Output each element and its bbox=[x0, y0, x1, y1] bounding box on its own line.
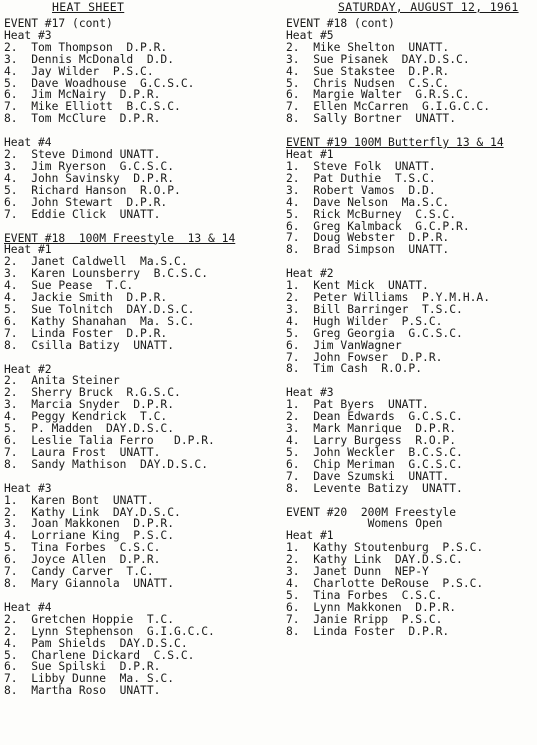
left-column bbox=[4, 18, 272, 697]
swimmer-entry: 3. Jim Ryerson G.C.S.C. bbox=[4, 159, 175, 173]
heat-label: Heat #1 bbox=[286, 529, 334, 543]
swimmer-entry: 7. Doug Webster D.P.R. bbox=[286, 231, 450, 245]
swimmer-entry: 8. Tim Cash R.O.P. bbox=[286, 362, 423, 376]
swimmer-entry: 3. Bill Barringer T.S.C. bbox=[286, 302, 463, 316]
swimmer-entry: 7. John Fowser D.P.R. bbox=[286, 350, 443, 364]
swimmer-entry: 3. Robert Vamos D.D. bbox=[286, 183, 436, 197]
event-title: EVENT #19 100M Butterfly 13 & 14 bbox=[286, 136, 504, 150]
swimmer-entry: 8. Linda Foster D.P.R. bbox=[286, 624, 450, 638]
swimmer-entry: 4. Lorriane King P.S.C. bbox=[4, 529, 175, 543]
swimmer-entry: 5. John Weckler B.C.S.C. bbox=[286, 445, 463, 459]
swimmer-entry: 6. Joyce Allen D.P.R. bbox=[4, 553, 161, 567]
swimmer-entry: 4. Jay Wilder P.S.C. bbox=[4, 64, 154, 78]
spacer bbox=[4, 352, 272, 364]
spacer bbox=[4, 221, 272, 233]
swimmer-entry: 6. John Stewart D.P.R. bbox=[4, 195, 168, 209]
event-title: EVENT #20 200M Freestyle Womens Open bbox=[286, 505, 457, 531]
swimmer-entry: 8. Csilla Batizy UNATT. bbox=[4, 338, 175, 352]
heat-block bbox=[286, 149, 536, 256]
heat-label: Heat #4 bbox=[4, 600, 52, 614]
event-block bbox=[4, 233, 272, 698]
swimmer-entry: 6. Lynn Makkonen D.P.R. bbox=[286, 600, 457, 614]
swimmer-entry: 7. Ellen McCarren G.I.G.C.C. bbox=[286, 100, 491, 114]
swimmer-entry: 4. Charlotte DeRouse P.S.C. bbox=[286, 576, 484, 590]
swimmer-entry: 6. Leslie Talia Ferro D.P.R. bbox=[4, 434, 215, 447]
swimmer-entry: 3. Dennis McDonald D.D. bbox=[4, 52, 175, 66]
heat-label: Heat #2 bbox=[4, 362, 52, 376]
swimmer-entry: 2. Steve Dimond UNATT. bbox=[4, 148, 161, 162]
swimmer-entry: 1. Kathy Stoutenburg P.S.C. bbox=[286, 541, 484, 555]
swimmer-entry: 2. Janet Caldwell Ma.S.C. bbox=[4, 255, 188, 269]
swimmer-entry: 2. Dean Edwards G.C.S.C. bbox=[286, 410, 463, 424]
swimmer-entry: 7. Linda Foster D.P.R. bbox=[4, 326, 168, 340]
swimmer-entry: 6. Sue Spilski D.P.R. bbox=[4, 660, 161, 674]
swimmer-entry: 7. Eddie Click UNATT. bbox=[4, 207, 161, 221]
swimmer-entry: 3. Janet Dunn NEP-Y bbox=[286, 565, 429, 579]
swimmer-entry: 6. Kathy Shanahan Ma. S.C. bbox=[4, 314, 195, 328]
swimmer-entry: 2. Lynn Stephenson G.I.G.C.C. bbox=[4, 624, 215, 638]
swimmer-entry: 8. Mary Giannola UNATT. bbox=[4, 576, 175, 590]
heat-label: Heat #1 bbox=[4, 243, 52, 257]
swimmer-entry: 6. Greg Kalmback G.C.P.R. bbox=[286, 219, 470, 233]
swimmer-entry: 1. Kent Mick UNATT. bbox=[286, 279, 429, 293]
swimmer-entry: 2. Gretchen Hoppie T.C. bbox=[4, 612, 175, 626]
right-column bbox=[286, 18, 536, 638]
swimmer-entry: 2. Kathy Link DAY.D.S.C. bbox=[286, 553, 463, 567]
event-title: EVENT #17 (cont) bbox=[4, 17, 113, 30]
event-title: EVENT #18 100M Freestyle 13 & 14 bbox=[4, 231, 236, 245]
swimmer-entry: 3. Karen Lounsberry B.C.S.C. bbox=[4, 267, 209, 281]
swimmer-entry: 8. Sally Bortner UNATT. bbox=[286, 112, 457, 126]
swimmer-entry: 7. Mike Elliott B.C.S.C. bbox=[4, 100, 181, 114]
swimmer-entry: 5. P. Madden DAY.D.S.C. bbox=[4, 422, 175, 436]
heat-block bbox=[4, 364, 272, 471]
heat-label: Heat #2 bbox=[286, 267, 334, 281]
swimmer-entry: 5. Sue Tolnitch DAY.D.S.C. bbox=[4, 302, 195, 316]
swimmer-entry: 4. Sue Pease T.C. bbox=[4, 279, 134, 293]
event-block bbox=[286, 18, 536, 125]
heat-block bbox=[286, 530, 536, 637]
swimmer-entry: 6. Jim VanWagner bbox=[286, 338, 402, 352]
swimmer-entry: 8. Brad Simpson UNATT. bbox=[286, 243, 450, 257]
swimmer-entry: 4. Jackie Smith D.P.R. bbox=[4, 291, 168, 305]
heat-label: Heat #5 bbox=[286, 28, 334, 42]
swimmer-entry: 6. Jim McNairy D.P.R. bbox=[4, 88, 161, 102]
swimmer-entry: 4. Hugh Wilder P.S.C. bbox=[286, 314, 443, 328]
swimmer-entry: 4. Sue Stakstee D.P.R. bbox=[286, 64, 450, 78]
swimmer-entry: 5. Tina Forbes C.S.C. bbox=[4, 541, 161, 555]
swimmer-entry: 4. Dave Nelson Ma.S.C. bbox=[286, 195, 450, 209]
swimmer-entry: 1. Karen Bont UNATT. bbox=[4, 493, 154, 507]
heat-label: Heat #1 bbox=[286, 148, 334, 162]
swimmer-entry: 8. Levente Batizy UNATT. bbox=[286, 481, 463, 495]
swimmer-entry: 1. Pat Byers UNATT. bbox=[286, 398, 429, 412]
event-block bbox=[286, 507, 536, 638]
spacer bbox=[4, 471, 272, 483]
swimmer-entry: 7. Dave Szumski UNATT. bbox=[286, 469, 450, 483]
heat-label: Heat #3 bbox=[4, 28, 52, 42]
swimmer-entry: 7. Libby Dunne Ma. S.C. bbox=[4, 672, 175, 686]
swimmer-entry: 2. Anita Steiner bbox=[4, 374, 120, 388]
heat-label: Heat #3 bbox=[286, 386, 334, 400]
swimmer-entry: 3. Marcia Snyder D.P.R. bbox=[4, 398, 175, 412]
swimmer-entry: 7. Laura Frost UNATT. bbox=[4, 445, 161, 459]
swimmer-entry: 2. Sherry Bruck R.G.S.C. bbox=[4, 386, 181, 400]
heat-label: Heat #3 bbox=[4, 481, 52, 495]
event-block bbox=[4, 18, 272, 221]
heat-sheet-title: HEAT SHEET bbox=[52, 0, 125, 14]
swimmer-entry: 5. Rick McBurney C.S.C. bbox=[286, 207, 457, 221]
swimmer-entry: 1. Steve Folk UNATT. bbox=[286, 159, 436, 173]
swimmer-entry: 4. Peggy Kendrick T.C. bbox=[4, 410, 168, 424]
swimmer-entry: 4. John Savinsky D.P.R. bbox=[4, 171, 175, 185]
swimmer-entry: 2. Pat Duthie T.S.C. bbox=[286, 171, 436, 185]
heat-label: Heat #4 bbox=[4, 136, 52, 150]
swimmer-entry: 4. Larry Burgess R.O.P. bbox=[286, 434, 457, 447]
swimmer-entry: 8. Tom McClure D.P.R. bbox=[4, 112, 161, 126]
heat-block bbox=[4, 137, 272, 220]
heat-block bbox=[4, 244, 272, 351]
event-block bbox=[286, 137, 536, 494]
swimmer-entry: 7. Janie Rripp P.S.C. bbox=[286, 612, 443, 626]
swimmer-entry: 2. Peter Williams P.Y.M.H.A. bbox=[286, 291, 491, 305]
swimmer-entry: 3. Mark Manrique D.P.R. bbox=[286, 422, 457, 436]
spacer bbox=[286, 495, 536, 507]
swimmer-entry: 5. Dave Woadhouse G.C.S.C. bbox=[4, 76, 195, 90]
swimmer-entry: 5. Greg Georgia G.C.S.C. bbox=[286, 326, 463, 340]
swimmer-entry: 2. Kathy Link DAY.D.S.C. bbox=[4, 505, 181, 519]
swimmer-entry: 3. Joan Makkonen D.P.R. bbox=[4, 517, 175, 531]
swimmer-entry: 2. Tom Thompson D.P.R. bbox=[4, 40, 168, 54]
event-title: EVENT #18 (cont) bbox=[286, 17, 395, 30]
swimmer-entry: 4. Pam Shields DAY.D.S.C. bbox=[4, 636, 188, 650]
heat-block bbox=[286, 268, 536, 375]
heat-block bbox=[286, 387, 536, 494]
swimmer-entry: 5. Tina Forbes C.S.C. bbox=[286, 588, 443, 602]
swimmer-entry: 3. Sue Pisanek DAY.D.S.C. bbox=[286, 52, 470, 66]
heat-block bbox=[4, 30, 272, 125]
heat-block bbox=[286, 30, 536, 125]
swimmer-entry: 8. Sandy Mathison DAY.D.S.C. bbox=[4, 457, 209, 471]
meet-date: SATURDAY, AUGUST 12, 1961 bbox=[338, 0, 519, 14]
swimmer-entry: 5. Charlene Dickard C.S.C. bbox=[4, 648, 195, 662]
swimmer-entry: 5. Richard Hanson R.O.P. bbox=[4, 183, 181, 197]
heat-block bbox=[4, 602, 272, 697]
swimmer-entry: 7. Candy Carver T.C. bbox=[4, 565, 154, 579]
heat-block bbox=[4, 483, 272, 590]
swimmer-entry: 6. Margie Walter G.R.S.C. bbox=[286, 88, 470, 102]
swimmer-entry: 8. Martha Roso UNATT. bbox=[4, 684, 161, 698]
swimmer-entry: 5. Chris Nudsen C.S.C. bbox=[286, 76, 450, 90]
swimmer-entry: 2. Mike Shelton UNATT. bbox=[286, 40, 450, 54]
swimmer-entry: 6. Chip Meriman G.C.S.C. bbox=[286, 457, 463, 471]
